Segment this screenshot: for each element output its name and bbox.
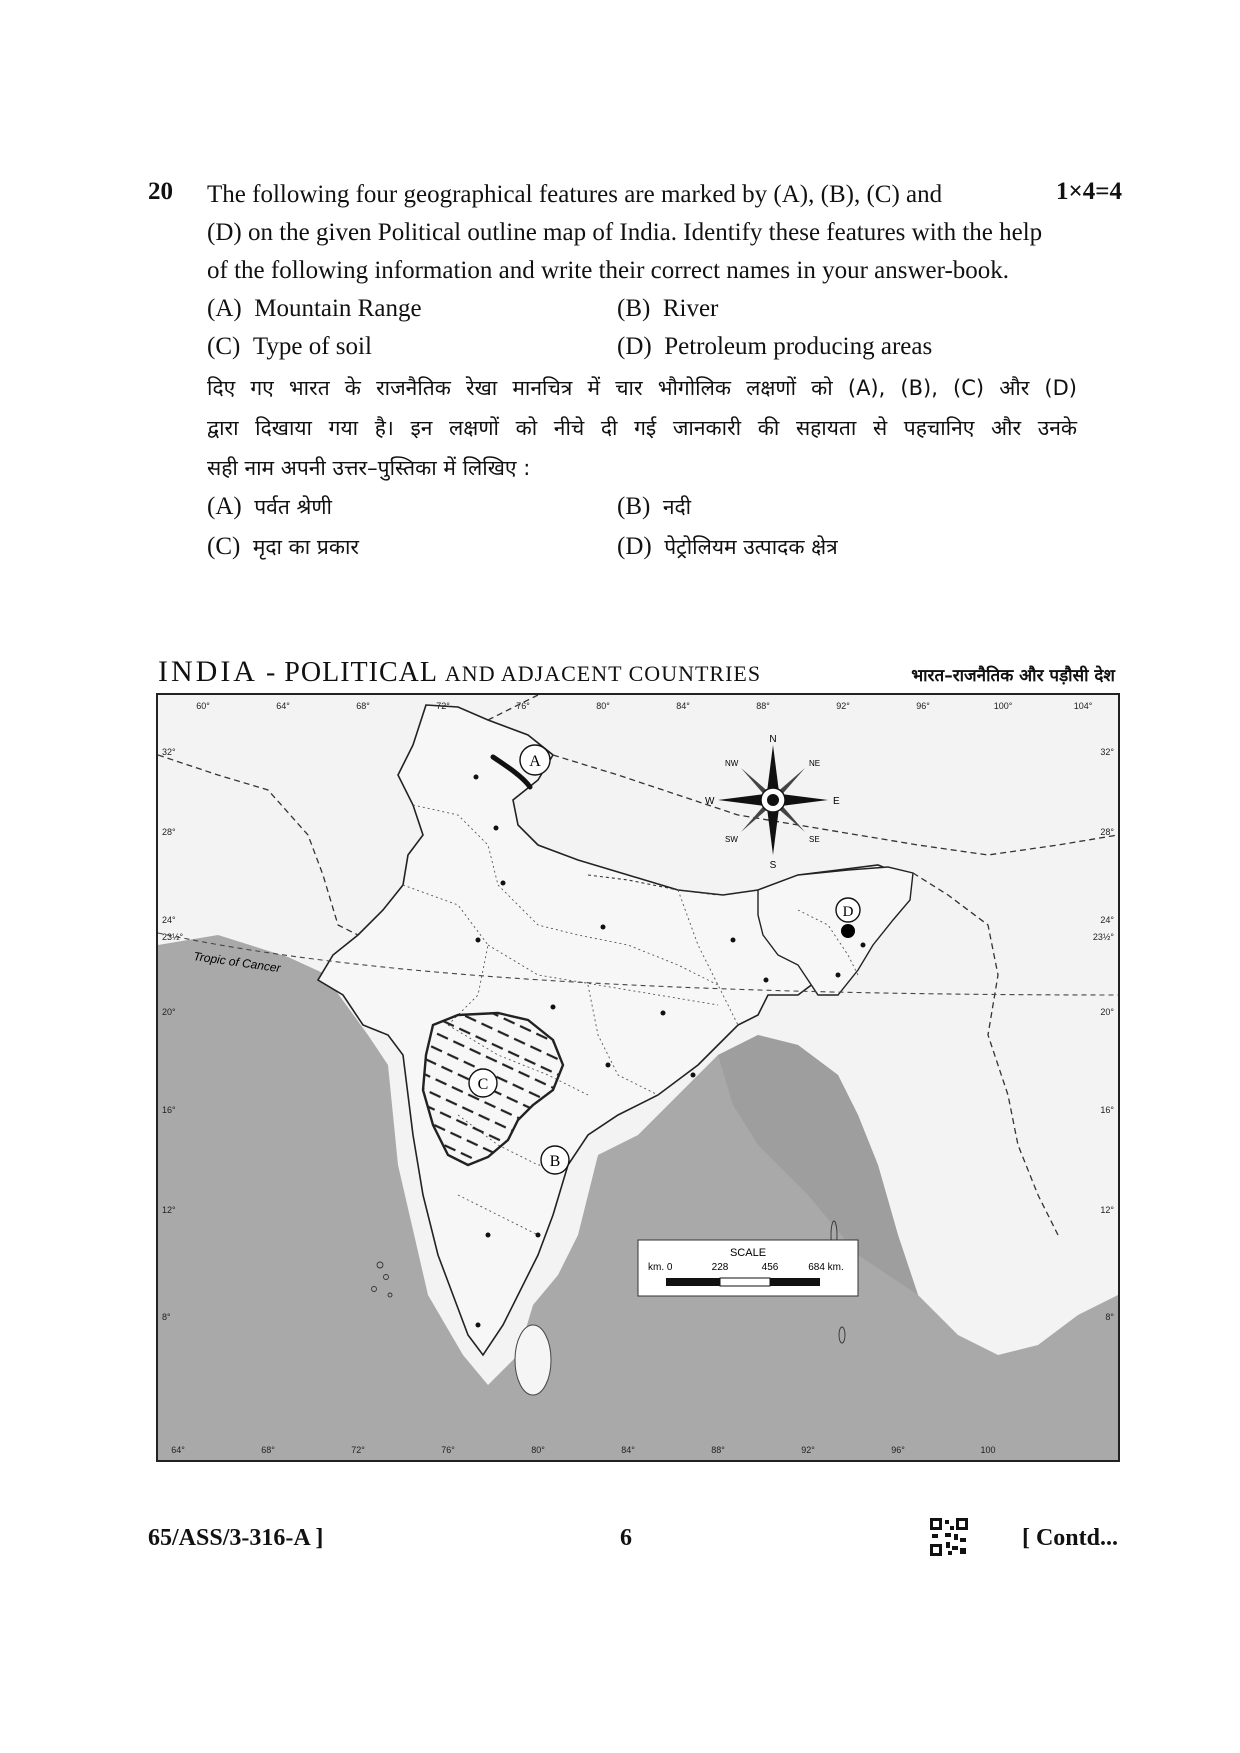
city-dot [861,943,866,948]
hindi-text-line: दिए गए भारत के राजनैतिक रेखा मानचित्र में चार भौगोलिक लक्षणों को (A), (B), (C) और (D) [207,376,1077,400]
tropic-label: Tropic of Cancer [192,949,282,976]
hindi-options-row [207,488,1077,528]
city-dot [486,1233,491,1238]
map-title [158,655,761,689]
scale-v2: 456 [761,1262,779,1273]
page-number: 6 [620,1525,632,1551]
graticule-label: 23½° [1092,932,1114,942]
scale-km0: km. 0 [648,1262,673,1273]
graticule-label: 72° [436,701,450,711]
question-text-line: The following four geographical features are marked by (A), (B), (C) and [207,181,943,208]
graticule-label: 20° [1100,1007,1114,1017]
question-text-line: (D) on the given Political outline map of India. Identify these features with the help [207,219,1043,246]
graticule-label: 24° [162,915,176,925]
city-dot [494,826,499,831]
hindi-option-a: (A) पर्वत श्रेणी [207,493,332,520]
english-options-row [207,290,1077,328]
graticule-label: 96° [891,1445,905,1455]
marker-b-label: B [549,1153,561,1170]
graticule-label: 64° [171,1445,185,1455]
petroleum-area-dot [841,924,855,938]
graticule-label: 8° [1105,1312,1114,1322]
hindi-text-line: द्वारा दिखाया गया है। इन लक्षणों को नीचे दी गई जानकारी की सहायता से पहचानिए और उनके [207,416,1077,440]
hindi-question-text [207,368,1077,488]
graticule-label: 72° [351,1445,365,1455]
compass-label-e: E [833,796,840,807]
graticule-label: 32° [162,747,176,757]
map-title-adjacent: AND ADJACENT COUNTRIES [444,661,762,686]
graticule-label: 92° [801,1445,815,1455]
city-dot [691,1073,696,1078]
scale-segment [770,1278,820,1286]
compass-label-sw: SW [725,835,738,844]
map-figure [150,655,1125,1465]
marker-d-label: D [842,904,854,920]
map-title-political: - POLITICAL [265,657,437,688]
option-d: (D) Petroleum producing areas [617,333,933,360]
hindi-text-line: सही नाम अपनी उत्तर–पुस्तिका में लिखिए : [207,456,531,480]
graticule-label: 84° [676,701,690,711]
graticule-label: 96° [916,701,930,711]
city-dot [606,1063,611,1068]
graticule-label: 32° [1100,747,1114,757]
graticule-label: 80° [596,701,610,711]
map-frame [156,693,1120,1462]
graticule-label: 68° [261,1445,275,1455]
graticule-label: 100 [980,1445,996,1455]
graticule-label: 100° [993,701,1013,711]
graticule-label: 104° [1073,701,1093,711]
city-dot [551,1005,556,1010]
compass-hub [767,794,779,806]
map-title-india: INDIA [158,655,258,688]
graticule-label: 20° [162,1007,176,1017]
map-title-hindi: भारत–राजनैतिक और पड़ौसी देश [911,666,1115,686]
graticule-label: 92° [836,701,850,711]
graticule-label: 8° [162,1312,171,1322]
option-b: (B) River [617,295,719,322]
graticule-label: 12° [162,1205,176,1215]
city-dot [731,938,736,943]
scale-v3: 684 km. [808,1262,844,1273]
graticule-label: 28° [1100,827,1114,837]
graticule-label: 88° [756,701,770,711]
question-body [207,176,1077,568]
hindi-option-c: (C) मृदा का प्रकार [207,533,359,560]
graticule-label: 28° [162,827,176,837]
continued-label: [ Contd... [1021,1525,1118,1551]
graticule-label: 24° [1100,915,1114,925]
sri-lanka [515,1325,551,1395]
city-dot [476,1323,481,1328]
city-dot [601,925,606,930]
graticule-label: 64° [276,701,290,711]
city-dot [476,938,481,943]
option-a: (A) Mountain Range [207,295,422,322]
scale-bar [638,1240,858,1296]
scale-segment [666,1278,720,1286]
graticule-label: 12° [1100,1205,1114,1215]
scale-title: SCALE [729,1247,767,1259]
graticule-label: 16° [1100,1105,1114,1115]
question-number: 20 [148,178,173,205]
graticule-label: 23½° [162,932,184,942]
compass-label-nw: NW [725,759,739,768]
paper-code: 65/ASS/3-316-A ] [148,1525,324,1551]
compass-label-se: SE [809,835,820,844]
compass-label-w: W [705,796,715,807]
english-options-row [207,328,1077,366]
city-dot [661,1011,666,1016]
marker-c-label: C [477,1076,489,1093]
compass-label-n: N [769,734,777,745]
compass-label-ne: NE [809,759,821,768]
question-marks: 1×4=4 [1056,178,1122,205]
graticule-label: 76° [516,701,530,711]
graticule-label: 80° [531,1445,545,1455]
scale-v1: 228 [711,1262,729,1273]
scale-segment [720,1278,770,1286]
hindi-option-b: (B) नदी [617,493,692,520]
graticule-label: 84° [621,1445,635,1455]
city-dot [836,973,841,978]
hindi-options-row [207,528,1077,568]
graticule-label: 60° [196,701,210,711]
graticule-label: 88° [711,1445,725,1455]
option-c: (C) Type of soil [207,333,372,360]
question-text-line: of the following information and write their correct names in your answer-book. [207,257,1010,284]
compass-label-s: S [769,860,777,871]
graticule-label: 76° [441,1445,455,1455]
city-dot [764,978,769,983]
hindi-option-d: (D) पेट्रोलियम उत्पादक क्षेत्र [617,533,838,560]
graticule-label: 16° [162,1105,176,1115]
city-dot [501,881,506,886]
graticule-label: 68° [356,701,370,711]
marker-a-label: A [529,753,541,770]
city-dot [474,775,479,780]
india-political-map [158,695,1118,1460]
qr-code-icon [930,1518,968,1556]
city-dot [536,1233,541,1238]
